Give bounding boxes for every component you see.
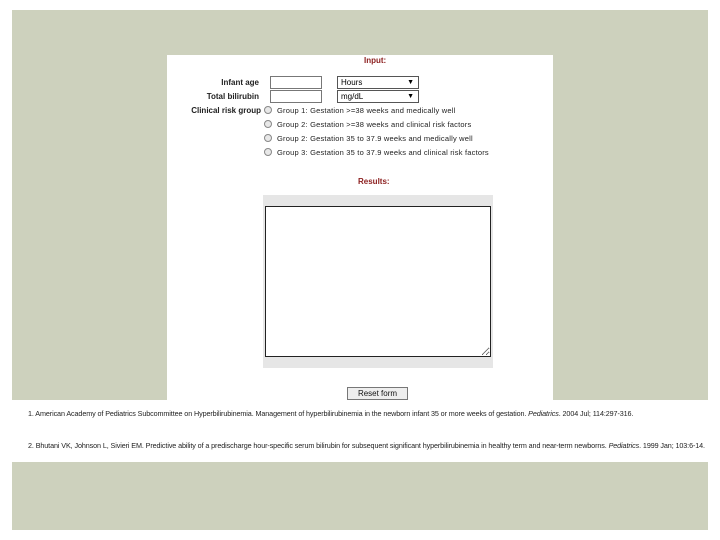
reference-tail: . 2004 Jul; 114:297-316. <box>558 409 634 418</box>
reference-item <box>28 409 633 418</box>
reference-tail: . 1999 Jan; 103:6-14. <box>639 441 705 450</box>
chevron-down-icon: ▼ <box>407 93 414 100</box>
clinical-risk-group-label: Clinical risk group <box>191 106 261 115</box>
total-bilirubin-input[interactable] <box>270 90 322 103</box>
risk-option-label: Group 2: Gestation 35 to 37.9 weeks and medically well <box>277 133 473 143</box>
bilirubin-unit-value: mg/dL <box>341 92 364 101</box>
infant-age-label: Infant age <box>221 78 259 87</box>
radio-button[interactable] <box>264 106 272 114</box>
risk-option-label: Group 1: Gestation >=38 weeks and medically well <box>277 105 456 115</box>
reference-journal: Pediatrics <box>608 441 640 450</box>
results-section-title: Results: <box>358 177 390 186</box>
risk-option-2[interactable] <box>264 118 471 130</box>
radio-button[interactable] <box>264 148 272 156</box>
risk-option-4[interactable] <box>264 146 489 158</box>
radio-button[interactable] <box>264 134 272 142</box>
results-panel <box>263 195 493 368</box>
bilirubin-unit-select[interactable] <box>337 90 419 103</box>
reference-journal: Pediatrics <box>528 409 559 418</box>
risk-option-label: Group 2: Gestation >=38 weeks and clinical risk factors <box>277 119 472 129</box>
risk-option-label: Group 3: Gestation 35 to 37.9 weeks and clinical risk factors <box>277 147 489 157</box>
reference-item <box>28 441 705 450</box>
reference-text: 2. Bhutani VK, Johnson L, Sivieri EM. Predictive ability of a predischarge hour-specific serum bilirubin for subsequent significant hyperbilirubinemia in healthy term and near-term newborns. <box>28 441 609 450</box>
results-output[interactable] <box>265 206 491 357</box>
infant-age-unit-select[interactable] <box>337 76 419 89</box>
infant-age-input[interactable] <box>270 76 322 89</box>
risk-option-3[interactable] <box>264 132 473 144</box>
radio-button[interactable] <box>264 120 272 128</box>
input-section-title: Input: <box>364 56 387 65</box>
reference-text: 1. American Academy of Pediatrics Subcommittee on Hyperbilirubinemia. Management of hyperbilirubinemia in the newborn infant 35 or more weeks of gestation. <box>28 409 529 418</box>
references <box>12 400 708 462</box>
reset-form-button[interactable]: Reset form <box>347 387 408 400</box>
risk-option-1[interactable] <box>264 104 455 116</box>
chevron-down-icon: ▼ <box>407 79 414 86</box>
bilirubin-form <box>167 55 553 402</box>
total-bilirubin-label: Total bilirubin <box>206 92 259 101</box>
infant-age-unit-value: Hours <box>341 78 363 87</box>
